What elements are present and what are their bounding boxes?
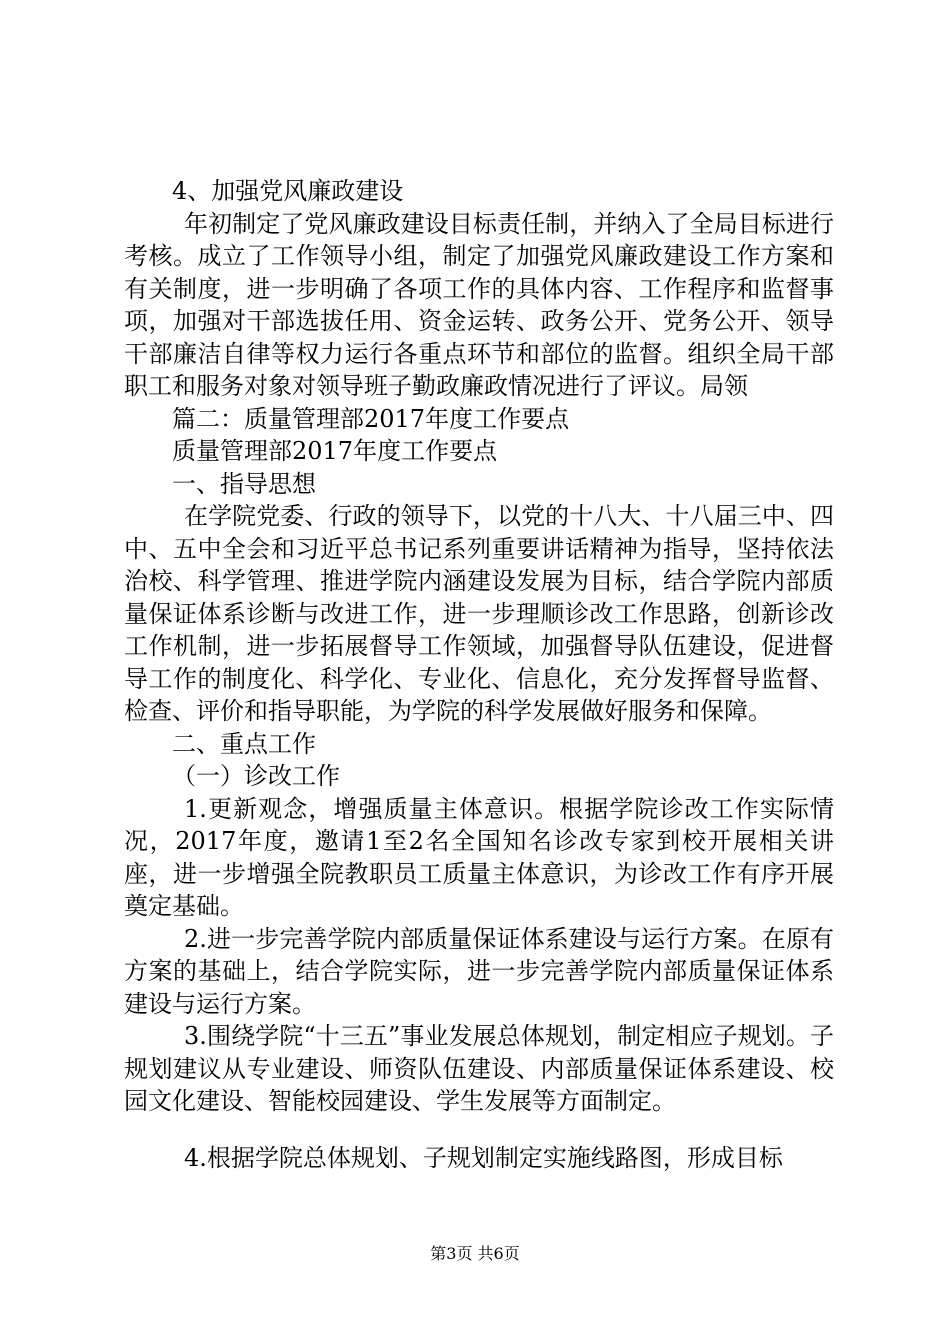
body-paragraph: 年初制定了党风廉政建设目标责任制，并纳入了全局目标进行考核。成立了工作领导小组，制定了加强党风廉政建设工作方案和有关制度，进一步明确了各项工作的具体内容、工作程序和监督事项，加强对干部选拔任用、资金运转、政务公开、党务公开、领导干部廉洁自律等权力运行各重点环节和部位的监督。组织全局干部职工和服务对象对领导班子勤政廉政情况进行了评议。局领 [124,209,834,400]
body-paragraph: 在学院党委、行政的领导下，以党的十八大、十八届三中、四中、五中全会和习近平总书记系列重要讲话精神为指导，坚持依法治校、科学管理、推进学院内涵建设发展为目标，结合学院内部质量保证体系诊断与改进工作，进一步理顺诊改工作思路，创新诊改工作机制，进一步拓展督导工作领域，加强督导队伍建设，促进督导工作的制度化、科学化、专业化、信息化，充分发挥督导监督、检查、评价和指导职能，为学院的科学发展做好服务和保障。 [124,502,834,725]
body-paragraph: 2.进一步完善学院内部质量保证体系建设与运行方案。在原有方案的基础上，结合学院实际，进一步完善学院内部质量保证体系建设与运行方案。 [124,924,834,1018]
body-paragraph: 3.围绕学院“十三五”事业发展总体规划，制定相应子规划。子规划建议从专业建设、师资队伍建设、内部质量保证体系建设、校园文化建设、智能校园建设、学生发展等方面制定。 [124,1022,834,1115]
document-title: 质量管理部2017年度工作要点 [172,437,498,465]
paragraph-spacer [124,1118,834,1142]
body-paragraph: 1.更新观念，增强质量主体意识。根据学院诊改工作实际情况，2017年度，邀请1至2名全国知名诊改专家到校开展相关讲座，进一步增强全院教职员工质量主体意识，为诊改工作有序开展奠定基础。 [124,794,834,920]
section-heading: 二、重点工作 [172,729,316,758]
section-heading: 一、指导思想 [172,469,316,498]
body-paragraph: 4.根据学院总体规划、子规划制定实施线路图，形成目标 [184,1143,783,1172]
section-heading: 4、加强党风廉政建设 [172,177,404,205]
article-title: 篇二：质量管理部2017年度工作要点 [172,404,570,433]
document-body [124,175,834,1174]
subsection-heading: （一）诊改工作 [172,762,340,790]
page-footer: 第3页 共6页 [430,1244,520,1263]
